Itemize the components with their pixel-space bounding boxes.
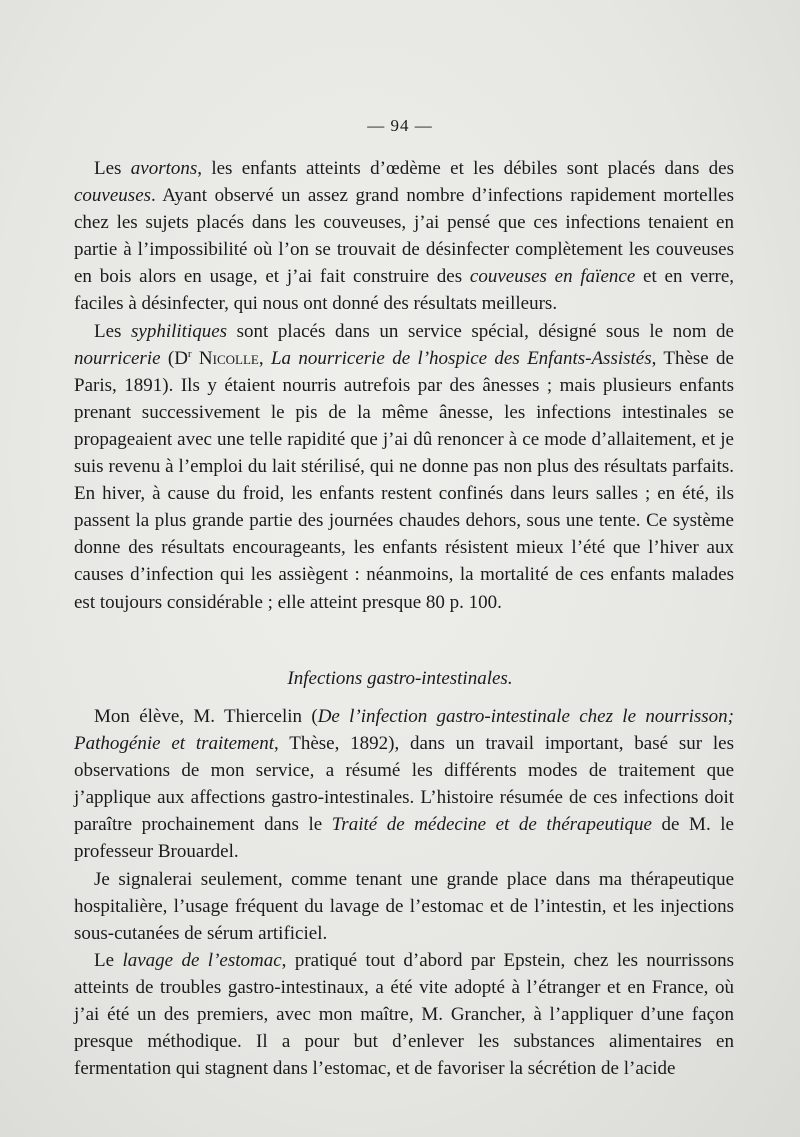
text-run: . Ayant observé un assez grand nombre d’infections rapidement mortelles chez les sujets placés dans les couveuses, j’ai pensé que ces infections tenaient en partie à l’impossibilité où l’on se trouvait de désinfecter complètement les couveuses en bois alors en usage, et j’ai fait construire des xyxy=(74,185,734,288)
text-run: Je signalerai seulement, comme tenant une grande place dans ma thérapeutique hospitalière, l’usage fréquent du lavage de l’estomac et de l’intestin, et les injections sous-cutanées de sérum artificiel. xyxy=(74,868,734,944)
text-run xyxy=(192,348,199,369)
page-number: — 94 — xyxy=(367,116,433,135)
paragraph-avortons xyxy=(74,155,734,318)
paragraph-thiercelin xyxy=(74,703,734,866)
text-run: sont placés dans un service spécial, désigné sous le nom de xyxy=(227,320,734,342)
italic-run: avortons xyxy=(130,158,198,179)
text-run: , Thèse de Paris, 1891). Ils y étaient nourris autrefois par des ânesses ; mais plusieurs enfants prenant successivement le pis de la même ânesse, les infections intestinales se propageaient avec une telle rapidité que j’ai dû renoncer à ce mode d’allaitement, et je suis revenu à l’emploi du lait stérilisé, qui ne donne pas non plus des résultats parfaits. En hiver, à cause du froid, les enfants restent confinés dans leurs salles ; en été, ils passent la plus grande partie des journées chaudes dehors, sous une tente. Ce système donne des résultats encourageants, les enfants résistent mieux l’été que l’hiver aux causes d’infection qui les assiègent : néanmoins, la mortalité de ces enfants malades est toujours considérable ; elle atteint presque 80 p. 100. xyxy=(74,347,734,613)
italic-run: lavage de l’estomac xyxy=(122,949,282,971)
text-run: Les xyxy=(94,158,131,179)
text-run: , pratiqué tout d’abord par Epstein, chez les nourrissons atteints de troubles gastro-intestinaux, a été vite adopté à l’étranger et en France, où j’ai été un des premiers, avec mon maître, M. Grancher, à l’appliquer d’une façon presque méthodique. Il a pour but d’enlever les substances alimentaires en fermentation qui stagnent dans l’estomac, et de favoriser la sécrétion de l’acide xyxy=(74,949,734,1080)
text-block-gastro xyxy=(74,703,734,1082)
text-run: , les enfants atteints d’œdème et les débiles sont placés dans des xyxy=(197,158,735,179)
paragraph-lavage-intro xyxy=(74,866,734,947)
text-run: Le xyxy=(94,949,123,971)
text-run: Les xyxy=(94,320,132,342)
small-caps-run: Nicolle xyxy=(198,347,259,369)
paragraph-syphilitiques xyxy=(74,318,734,616)
section-heading: Infections gastro-intestinales. xyxy=(287,668,513,689)
text-run: , Thèse, 1892), dans un travail important, basé sur les observations de mon service, a résumé les différents modes de traitement que j’applique aux affections gastro-intestinales. L’histoire résumée de ces infections doit paraître prochainement dans le xyxy=(74,733,735,836)
italic-run: Traité de médecine et de thérapeutique xyxy=(331,814,652,836)
text-run: , xyxy=(258,347,271,369)
paragraph-lavage-estomac xyxy=(74,947,734,1082)
italic-run: couveuses en faïence xyxy=(469,266,636,288)
text-run: (D xyxy=(160,347,188,369)
superscript-run: r xyxy=(187,347,192,360)
italic-run: couveuses xyxy=(74,185,152,207)
text-run: Mon élève, M. Thiercelin ( xyxy=(94,706,318,727)
italic-run: De l’infection gastro-intestinale chez le nourrisson; Pathogénie et traitement xyxy=(74,706,734,755)
italic-run: nourricerie xyxy=(74,347,161,369)
text-run: et en verre, faciles à désinfecter, qui nous ont donné des résultats meilleurs. xyxy=(74,266,735,315)
italic-run: La nourricerie de l’hospice des Enfants-Assistés xyxy=(270,347,652,369)
italic-run: syphilitiques xyxy=(131,320,228,342)
text-run: de M. le professeur Brouardel. xyxy=(74,814,734,863)
text-block-couveuses xyxy=(74,155,734,616)
